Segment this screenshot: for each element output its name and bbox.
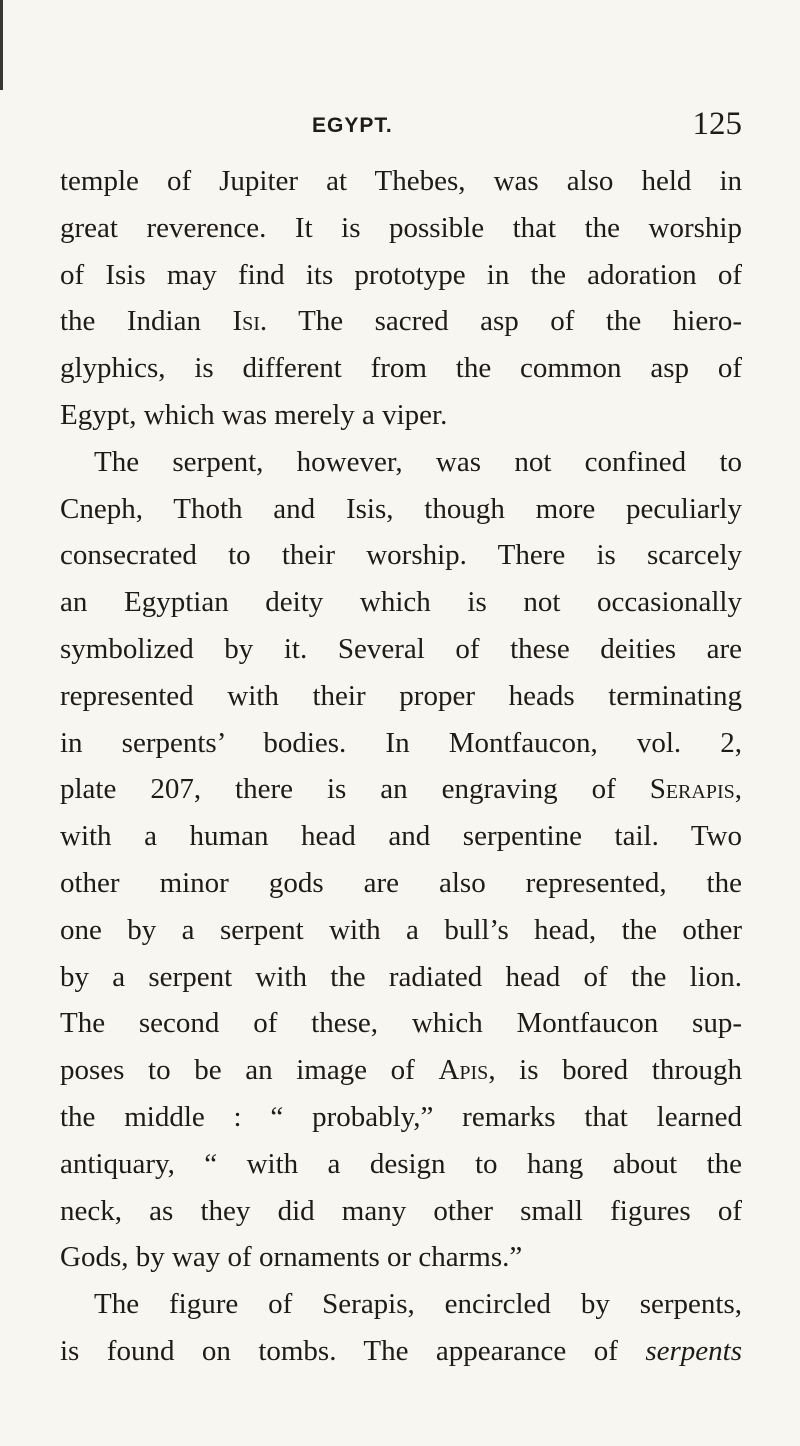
text-line: an Egyptian deity which is not occasionally bbox=[60, 586, 742, 619]
text-line: with a human head and serpentine tail. Two bbox=[60, 820, 742, 853]
text-line: Cneph, Thoth and Isis, though more peculiarly bbox=[60, 492, 742, 525]
text-run: is found on tombs. The appearance of bbox=[60, 1334, 646, 1367]
text-line: Gods, by way of ornaments or charms.” bbox=[60, 1241, 523, 1274]
text-line: The figure of Serapis, encircled by serpents, bbox=[94, 1288, 742, 1321]
text-line: represented with their proper heads terminating bbox=[60, 679, 742, 712]
italic-serpents: serpents bbox=[645, 1334, 742, 1367]
text-line: antiquary, “ with a design to hang about the bbox=[60, 1147, 742, 1180]
text-line: the middle : “ probably,” remarks that learned bbox=[60, 1100, 742, 1133]
text-line bbox=[60, 1047, 742, 1094]
text-run: . The sacred asp of the hiero- bbox=[259, 305, 742, 338]
text-line: one by a serpent with a bull’s head, the other bbox=[60, 913, 742, 946]
text-line: temple of Jupiter at Thebes, was also held in bbox=[60, 165, 742, 197]
text-line bbox=[60, 766, 742, 813]
text-line: The serpent, however, was not confined to bbox=[94, 445, 742, 478]
text-line: great reverence. It is possible that the worship bbox=[60, 211, 742, 244]
body-text bbox=[60, 158, 742, 1375]
text-line: The second of these, which Montfaucon sup- bbox=[60, 1007, 742, 1040]
text-line: symbolized by it. Several of these deities are bbox=[60, 632, 742, 665]
text-run: , is bored through bbox=[488, 1054, 742, 1087]
text-line: in serpents’ bodies. In Montfaucon, vol. 2, bbox=[60, 726, 742, 759]
text-run: poses to be an image of bbox=[60, 1054, 439, 1087]
page-number: 125 bbox=[692, 106, 742, 142]
running-head: EGYPT. bbox=[312, 114, 393, 137]
text-line bbox=[60, 298, 742, 345]
page-header bbox=[60, 106, 742, 150]
text-run: , bbox=[734, 773, 742, 806]
text-line: neck, as they did many other small figures of bbox=[60, 1194, 742, 1227]
text-line: consecrated to their worship. There is scarcely bbox=[60, 539, 742, 572]
text-line: of Isis may find its prototype in the adoration of bbox=[60, 258, 742, 291]
text-run: plate 207, there is an engraving of bbox=[60, 773, 650, 806]
text-line: Egypt, which was merely a viper. bbox=[60, 398, 448, 431]
text-line: by a serpent with the radiated head of the lion. bbox=[60, 960, 742, 993]
text-line: glyphics, is different from the common asp of bbox=[60, 352, 742, 385]
text-run: the Indian bbox=[60, 305, 233, 338]
small-caps-serapis: Serapis bbox=[649, 773, 735, 806]
text-line: other minor gods are also represented, the bbox=[60, 866, 742, 899]
page-edge-mark bbox=[0, 0, 3, 90]
small-caps-isi: Isi bbox=[232, 305, 260, 338]
small-caps-apis: Apis bbox=[438, 1054, 489, 1087]
text-line bbox=[60, 1328, 742, 1375]
